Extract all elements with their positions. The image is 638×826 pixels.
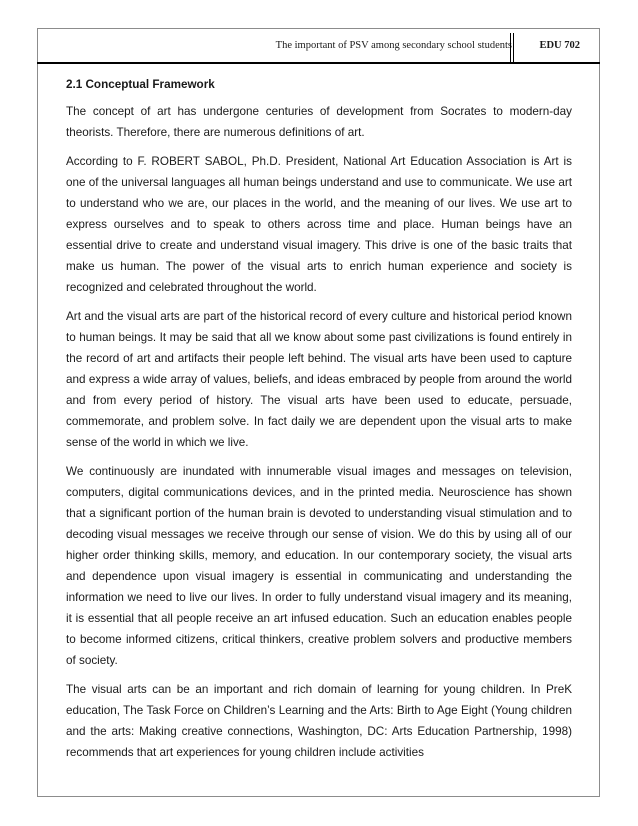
paragraph-5: The visual arts can be an important and rich domain of learning for young children. In PreK education, The Task Force on Children’s Learning and the Arts: Birth to Age Eight (Young children and the arts: Making creative connections, Washington, DC: Arts Education Partnership, 1998) recommends that art experiences for young children include activities bbox=[66, 683, 572, 759]
header-divider bbox=[510, 33, 514, 63]
header-title: The important of PSV among secondary school students bbox=[275, 40, 512, 51]
header-rule bbox=[37, 62, 600, 64]
course-code: EDU 702 bbox=[539, 40, 580, 51]
section-heading: 2.1 Conceptual Framework bbox=[66, 78, 215, 91]
paragraph-1: The concept of art has undergone centuries of development from Socrates to modern-day theorists. Therefore, there are numerous definitions of art. bbox=[66, 105, 572, 139]
paragraph-2: According to F. ROBERT SABOL, Ph.D. President, National Art Education Association is Art is one of the universal languages all human beings understand and use to communicate. We use art to understand who we are, our places in the world, and the meaning of our lives. We use art to express ourselves and to speak to others across time and place. Human beings have an essential drive to create and understand visual imagery. This drive is one of the basic traits that make us human. The power of the visual arts to enrich human experience and society is recognized and celebrated throughout the world. bbox=[66, 155, 572, 294]
paragraph-4: We continuously are inundated with innumerable visual images and messages on television, computers, digital communications devices, and in the printed media. Neuroscience has shown that a significant portion of the human brain is devoted to understanding visual stimulation and to decoding visual messages we receive through our sense of vision. We do this by using all of our higher order thinking skills, memory, and education. In our contemporary society, the visual arts and dependence upon visual imagery is essential in communicating and understanding the information we need to live our lives. In order to fully understand visual imagery and its meaning, it is essential that all people receive an art infused education. Such an education enables people to become informed citizens, critical thinkers, creative problem solvers and productive members of society. bbox=[66, 465, 572, 667]
paragraph-3: Art and the visual arts are part of the historical record of every culture and historical period known to human beings. It may be said that all we know about some past civilizations is found entirely in the record of art and artifacts their people left behind. The visual arts have been used to capture and express a wide array of values, beliefs, and ideas embraced by people from around the world and from every period of history. The visual arts have been used to educate, persuade, commemorate, and problem solve. In fact daily we are dependent upon the visual arts to make sense of the world in which we live. bbox=[66, 310, 572, 449]
page-header bbox=[37, 33, 600, 63]
document-body bbox=[66, 75, 572, 771]
